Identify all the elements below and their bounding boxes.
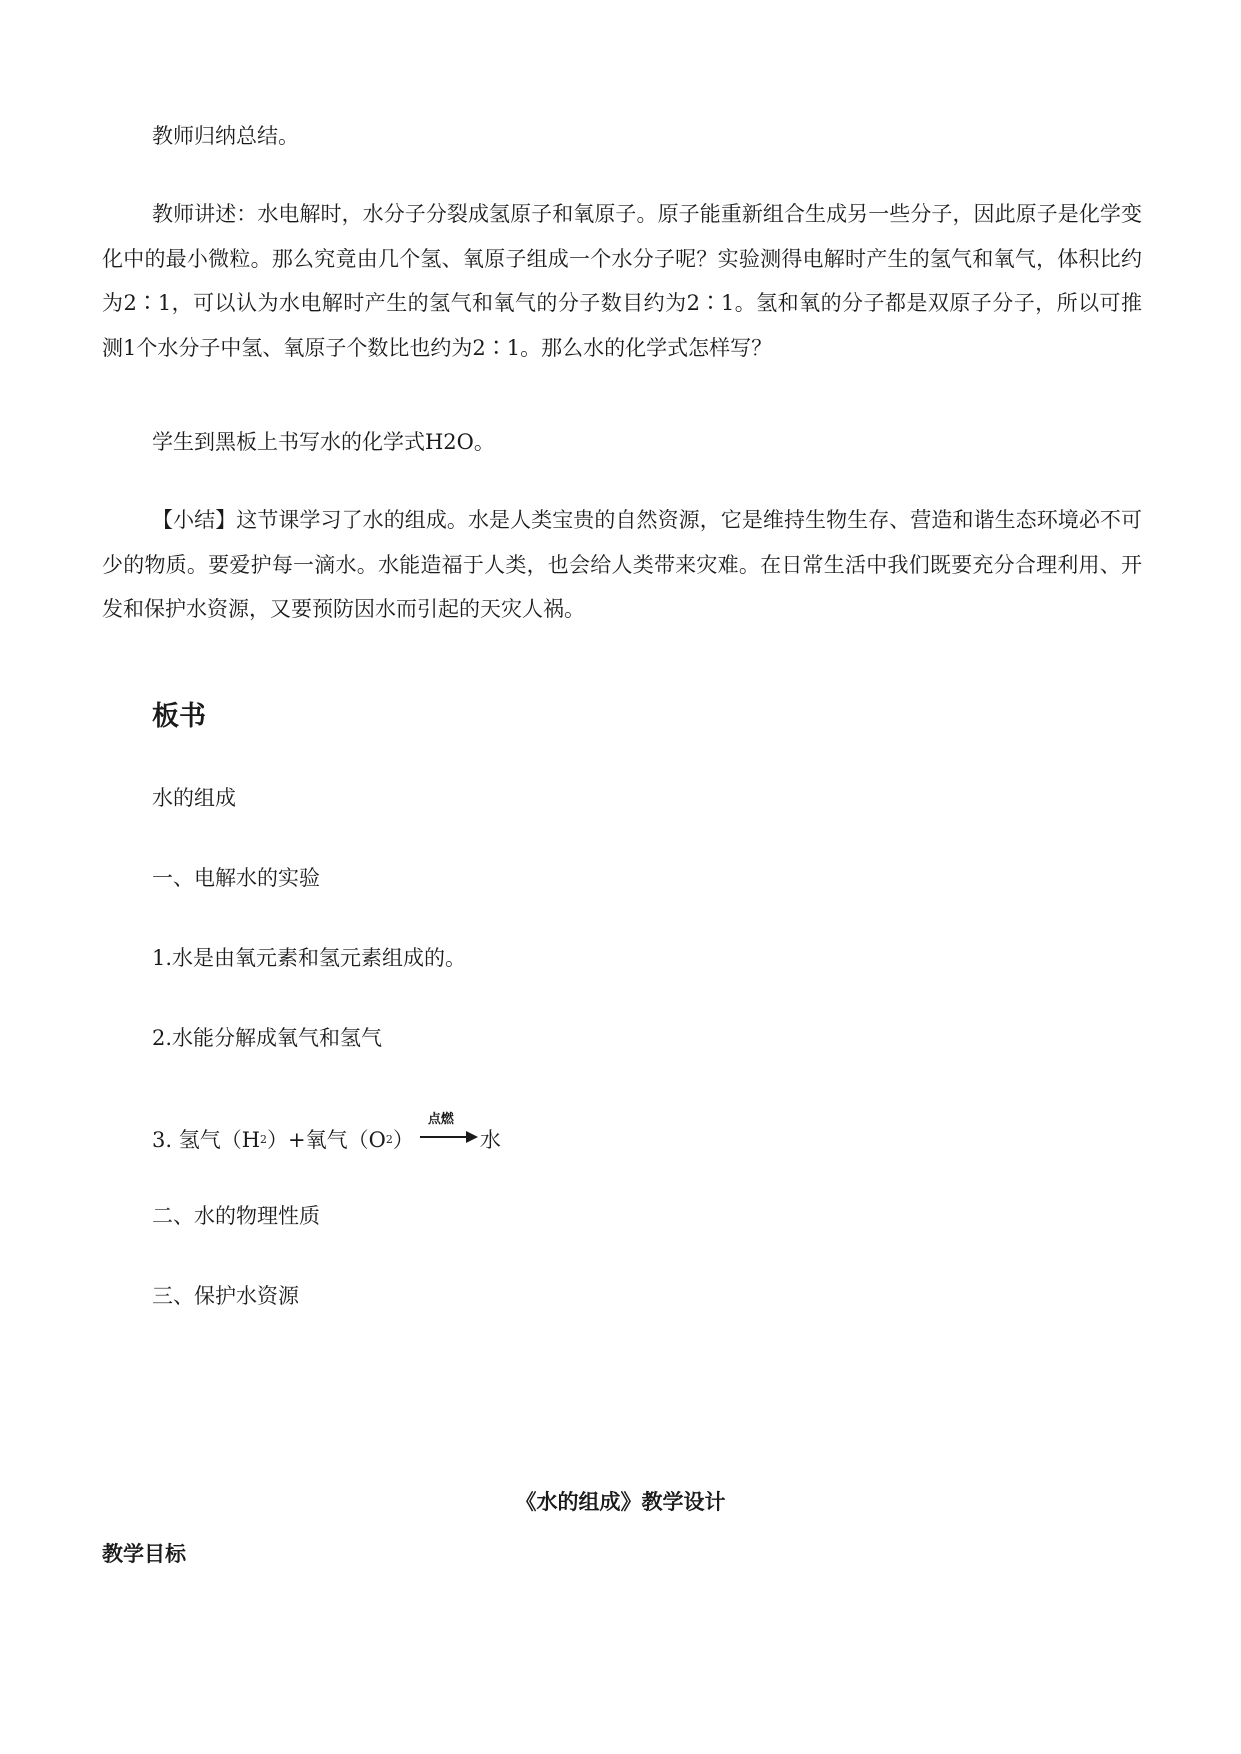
- oxygen-subscript: 2: [385, 1133, 393, 1146]
- reaction-arrow-icon: [420, 1112, 478, 1162]
- board-title: 水的组成: [152, 786, 236, 810]
- reaction-prefix: 3. 氢气（H: [152, 1128, 261, 1152]
- board-section-physical-properties: 二、水的物理性质: [152, 1204, 320, 1228]
- board-section-electrolysis: 一、电解水的实验: [152, 866, 320, 890]
- reaction-close: ）: [392, 1128, 414, 1152]
- board-item-composition: 1.水是由氧元素和氢元素组成的。: [152, 946, 467, 970]
- reaction-condition: 点燃: [427, 1112, 454, 1127]
- board-item-decomposition: 2.水能分解成氧气和氢气: [152, 1026, 383, 1050]
- reaction-middle: ）+氧气（O: [267, 1128, 386, 1152]
- board-item-reaction: [152, 1112, 501, 1162]
- objectives-label: 教学目标: [102, 1542, 186, 1566]
- reaction-product: 水: [479, 1128, 501, 1152]
- paragraph-summary: 【小结】这节课学习了水的组成。水是人类宝贵的自然资源，它是维持生物生存、营造和谐生态环境必不可少的物质。要爱护每一滴水。水能造福于人类，也会给人类带来灾难。在日常生活中我们既要充分合理利用、开发和保护水资源，又要预防因水而引起的天灾人祸。: [102, 508, 1142, 621]
- design-title: 《水的组成》教学设计: [515, 1490, 726, 1514]
- paragraph-teacher-summary: 教师归纳总结。: [152, 124, 299, 148]
- paragraph-student-writes-formula: 学生到黑板上书写水的化学式H2O。: [152, 430, 495, 454]
- board-section-protect-water: 三、保护水资源: [152, 1284, 299, 1308]
- board-heading: 板书: [152, 701, 206, 732]
- hydrogen-subscript: 2: [260, 1133, 268, 1146]
- paragraph-teacher-explanation: 教师讲述：水电解时，水分子分裂成氢原子和氧原子。原子能重新组合生成另一些分子，因此原子是化学变化中的最小微粒。那么究竟由几个氢、氧原子组成一个水分子呢？实验测得电解时产生的氢气和氧气，体积比约为2∶1，可以认为水电解时产生的氢气和氧气的分子数目约为2∶1。氢和氧的分子都是双原子分子，所以可推测1个水分子中氢、氧原子个数比也约为2∶1。那么水的化学式怎样写？: [102, 202, 1142, 360]
